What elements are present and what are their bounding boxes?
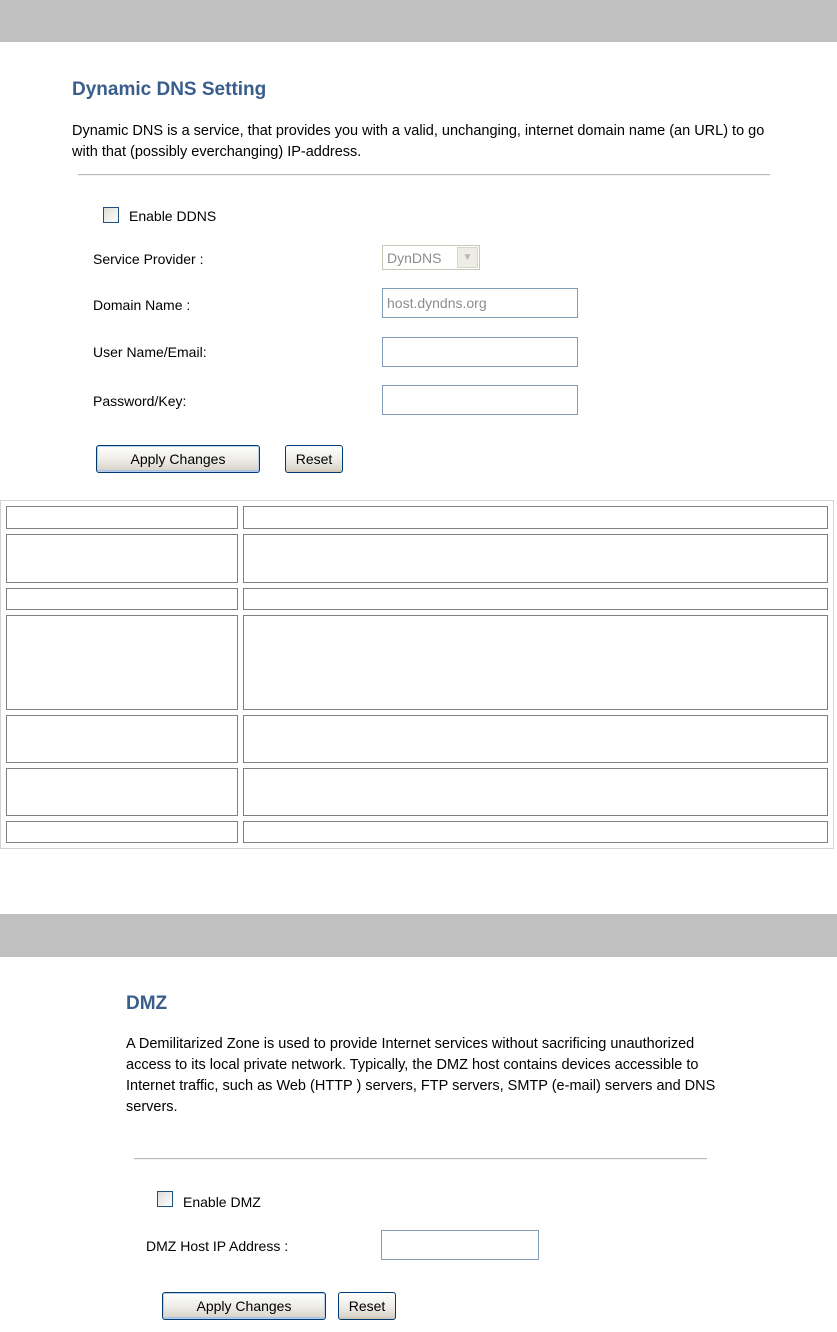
domain-name-input[interactable] [383, 289, 577, 317]
service-provider-label: Service Provider : [93, 251, 204, 267]
table-row [6, 588, 828, 610]
dmz-host-ip-field[interactable] [381, 1230, 539, 1260]
domain-name-label: Domain Name : [93, 297, 191, 313]
table-row [6, 615, 828, 710]
table-cell-name [6, 534, 238, 583]
dmz-page-title: DMZ [126, 993, 168, 1014]
domain-name-field[interactable] [382, 288, 578, 318]
password-label: Password/Key: [93, 393, 187, 409]
dmz-reset-button[interactable]: Reset [338, 1292, 396, 1320]
table-cell-text [243, 534, 828, 583]
service-provider-select[interactable] [382, 245, 480, 270]
section-header-bar-ddns [0, 0, 837, 42]
table-row [6, 768, 828, 816]
password-input[interactable] [383, 386, 577, 414]
table-cell-name [6, 768, 238, 816]
ddns-description: Dynamic DNS is a service, that provides you with a valid, unchanging, internet domain name (an URL) to go with that (possibly everchanging) IP-address. [72, 123, 765, 160]
section-header-bar-dmz [0, 914, 837, 957]
table-row [6, 534, 828, 583]
ddns-apply-changes-button[interactable]: Apply Changes [96, 445, 260, 473]
ddns-divider [78, 174, 770, 176]
table-cell-name [6, 615, 238, 710]
table-cell-text [243, 506, 828, 529]
dmz-host-ip-input[interactable] [382, 1231, 538, 1259]
enable-ddns-checkbox[interactable] [103, 207, 119, 223]
username-label: User Name/Email: [93, 344, 207, 360]
table-cell-name [6, 821, 238, 843]
table-cell-name [6, 715, 238, 763]
table-cell-text [243, 615, 828, 710]
username-field[interactable] [382, 337, 578, 367]
ddns-page-title: Dynamic DNS Setting [72, 79, 267, 100]
dmz-host-ip-label: DMZ Host IP Address : [146, 1238, 289, 1254]
enable-dmz-label: Enable DMZ [183, 1194, 261, 1210]
ddns-reset-button[interactable]: Reset [285, 445, 343, 473]
table-row [6, 821, 828, 843]
username-input[interactable] [383, 338, 577, 366]
enable-ddns-label: Enable DDNS [129, 208, 217, 224]
enable-dmz-checkbox[interactable] [157, 1191, 173, 1207]
dmz-divider [134, 1158, 707, 1160]
service-provider-value: DynDNS [387, 250, 442, 266]
table-row [6, 715, 828, 763]
table-cell-text [243, 588, 828, 610]
password-field[interactable] [382, 385, 578, 415]
dmz-description: A Demilitarized Zone is used to provide Internet services without sacrificing unauthorized access to its local private network. Typically, the DMZ host contains devices accessible to Internet traffic, such as Web (HTTP ) servers, FTP servers, SMTP (e-mail) servers and DNS servers. [126, 1036, 716, 1115]
chevron-down-icon[interactable]: ▼ [457, 247, 478, 268]
table-cell-name [6, 588, 238, 610]
table-cell-text [243, 768, 828, 816]
table-row [6, 506, 828, 529]
dmz-apply-changes-button[interactable]: Apply Changes [162, 1292, 326, 1320]
ddns-description-table [0, 500, 834, 849]
table-cell-name [6, 506, 238, 529]
table-cell-text [243, 821, 828, 843]
table-cell-text [243, 715, 828, 763]
